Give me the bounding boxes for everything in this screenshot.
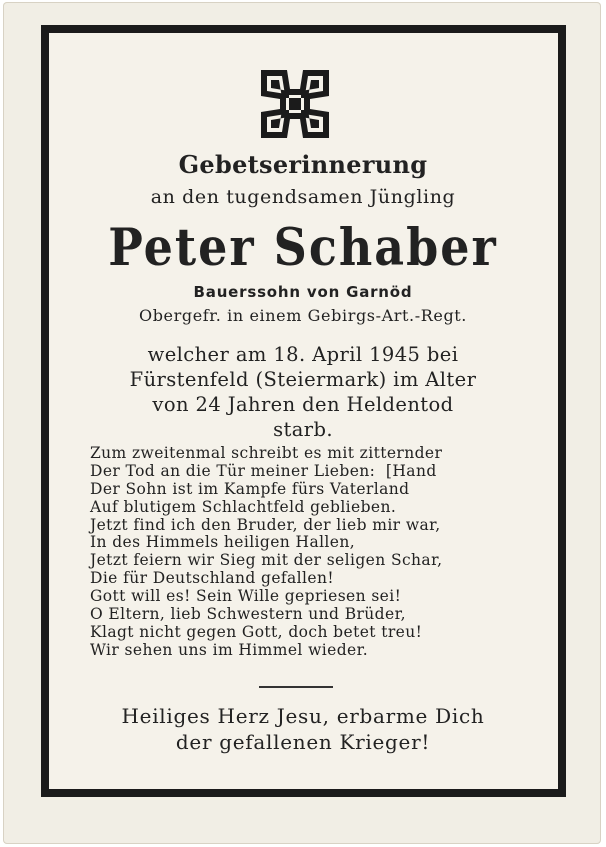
poem-line: Der Sohn ist im Kampfe fürs Vaterland [90,479,410,498]
death-details [0,342,606,442]
poem-line: Zum zweitenmal schreibt es mit zitternder [90,444,443,462]
poem-line: Die für Deutschland gefallen! [90,569,334,588]
poem-line: In des Himmels heiligen Hallen, [90,533,356,552]
prayer-line: Heiliges Herz Jesu, erbarme Dich [121,704,485,728]
death-line: welcher am 18. April 1945 bei [147,343,459,366]
poem-line: Der Tod an die Tür meiner Lieben: [Hand [90,461,437,480]
prayer [0,703,606,755]
divider [259,686,333,688]
origin-line: Bauerssohn von Garnöd [193,283,413,301]
rank-line: Obergefr. in einem Gebirgs-Art.-Regt. [138,306,467,325]
death-line: von 24 Jahren den Heldentod [152,393,454,416]
poem-line: Jetzt find ich den Bruder, der lieb mir war, [90,515,441,534]
dedication-line: an den tugendsamen Jüngling [150,186,456,208]
card-title: Gebetserinnerung [178,150,428,179]
poem-line: Jetzt feiern wir Sieg mit der seligen Schar, [90,551,443,570]
poem-line: Klagt nicht gegen Gott, doch betet treu! [90,622,423,641]
poem-line: Wir sehen uns im Himmel wieder. [90,640,369,659]
prayer-line: der gefallenen Krieger! [175,730,431,754]
deceased-name: Peter Schaber [108,216,498,278]
memorial-poem [90,445,510,660]
poem-line: Auf blutigem Schlachtfeld geblieben. [90,497,397,516]
iron-cross-icon [258,67,332,141]
death-line: Fürstenfeld (Steiermark) im Alter [129,368,477,391]
death-line: starb. [273,418,333,441]
poem-line: Gott will es! Sein Wille gepriesen sei! [90,587,402,606]
poem-line: O Eltern, lieb Schwestern und Brüder, [90,605,407,624]
